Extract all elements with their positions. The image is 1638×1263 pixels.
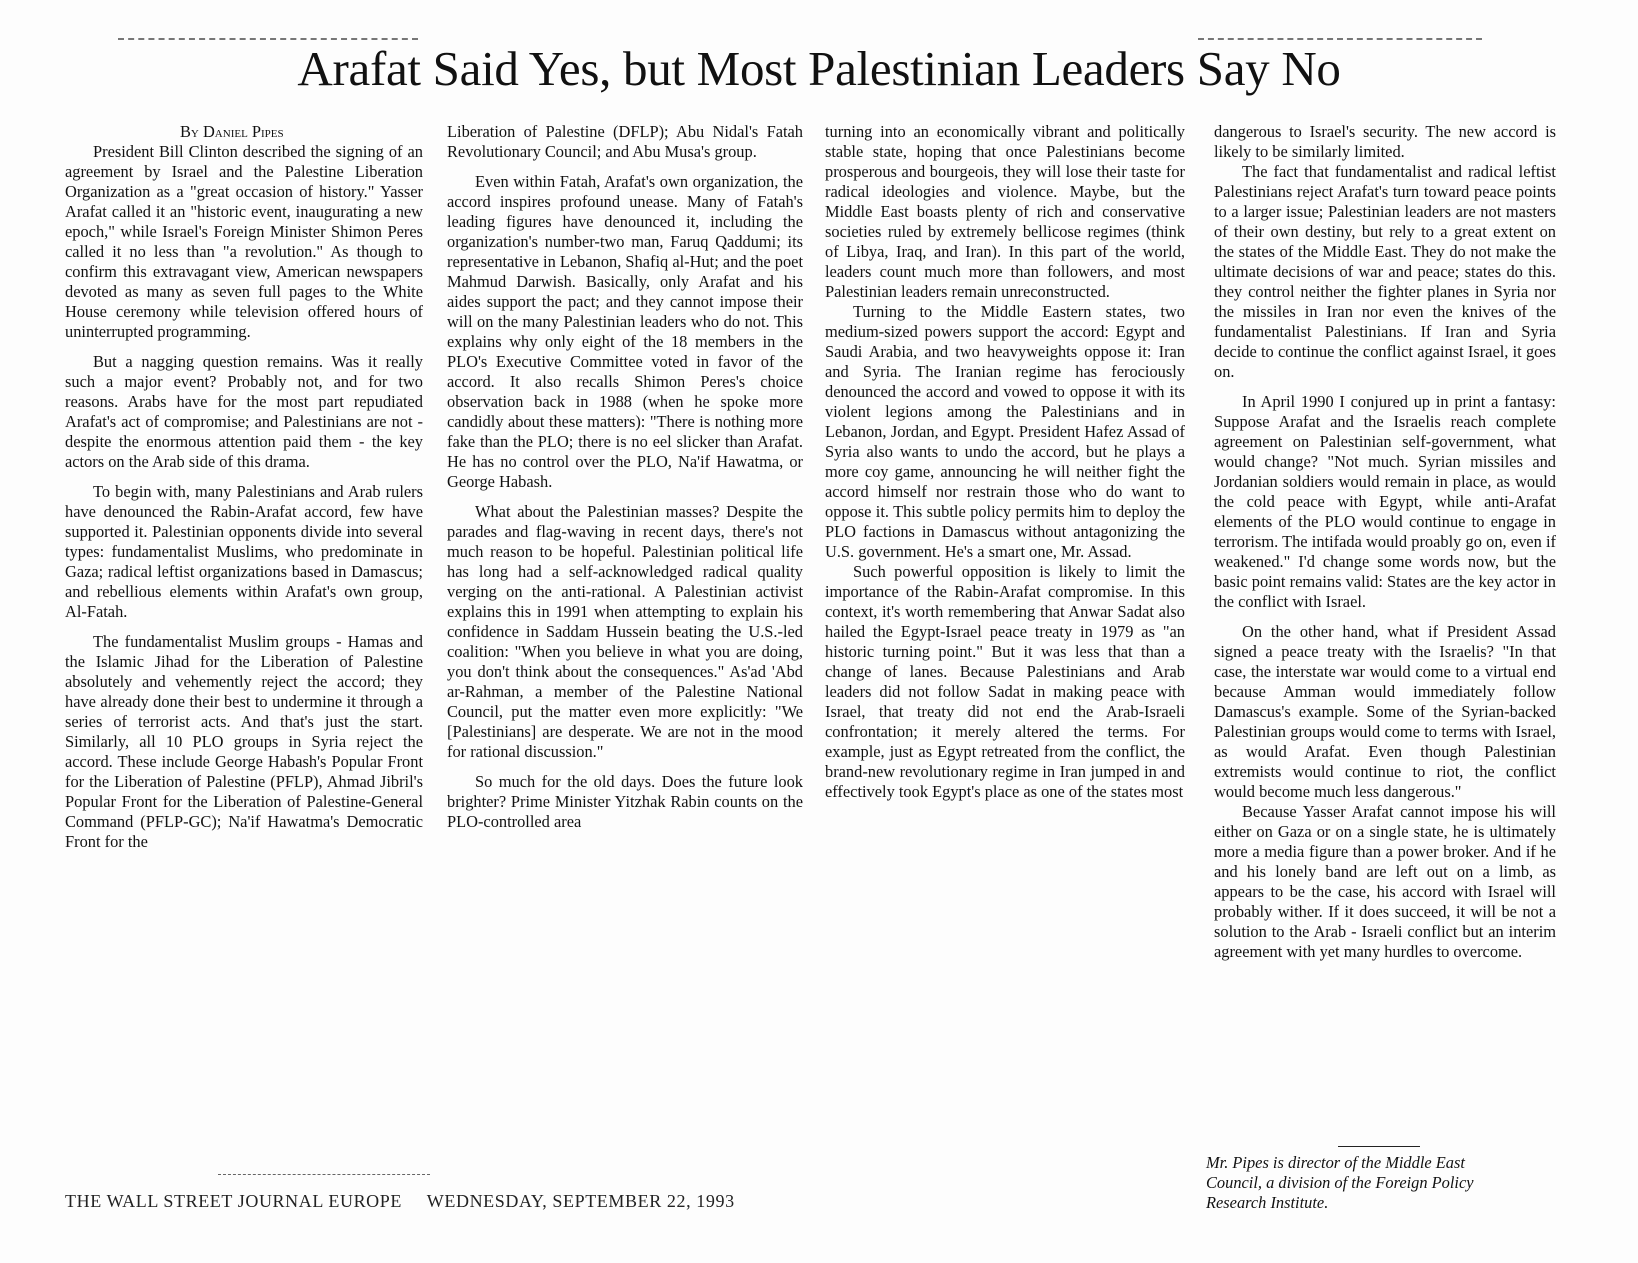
paragraph: What about the Palestinian masses? Despite the parades and flag-waving in recent days, there's not much reason to be hopeful. Palestinian political life has long had a self-acknowledged radical quality verging on the anti-rational. A Palestinian activist explains this in 1991 when attempting to explain his confidence in Saddam Hussein beating the U.S.-led coalition: "When you believe in what you are doing, you don't think about the consequences." As'ad 'Abd ar-Rahman, a member of the Palestine National Council, put the matter even more explicitly: "We [Palestinians] are desperate. We are not in the mood for rational discussion." [447, 502, 803, 761]
author-bio-line: Council, a division of the Foreign Policy [1206, 1173, 1474, 1192]
publication-name: THE WALL STREET JOURNAL EUROPE [65, 1191, 402, 1211]
publication-date: WEDNESDAY, SEPTEMBER 22, 1993 [426, 1191, 735, 1211]
paragraph: Turning to the Middle Eastern states, two medium-sized powers support the accord: Egypt and Saudi Arabia, and two heavyweights oppose it: Iran and Syria. The Iranian regime has ferociously denounced the accord and vowed to oppose it with its violent legions among the Palestinians and in Lebanon, Jordan, and Egypt. President Hafez Assad of Syria also wants to undo the accord, but he plays a more coy game, announcing he will neither fight the accord himself nor restrain those who do want to oppose it. This subtle policy permits him to deploy the PLO factions in Damascus without antagonizing the U.S. government. He's a smart one, Mr. Assad. [825, 302, 1185, 561]
byline: By Daniel Pipes [180, 122, 284, 141]
paragraph: But a nagging question remains. Was it really such a major event? Probably not, and for two reasons. Arabs have for the most part repudiated Arafat's act of compromise; and Palestinians are not - despite the enormous attention paid them - the key actors on the Arab side of this drama. [65, 352, 423, 471]
article-column-3 [825, 122, 1185, 802]
paragraph: turning into an economically vibrant and politically stable state, hoping that once Palestinians become prosperous and bourgeois, they will lose their taste for radical ideologies and violence. Maybe, but the Middle East boasts plenty of rich and conservative societies ruled by extremely bellicose regimes (think of Libya, Iraq, and Iran). In this part of the world, leaders count much more than followers, and most Palestinian leaders remain unreconstructed. [825, 122, 1185, 301]
publication-footer [65, 1191, 735, 1212]
paragraph: Liberation of Palestine (DFLP); Abu Nidal's Fatah Revolutionary Council; and Abu Musa's group. [447, 122, 803, 161]
article-column-4 [1214, 122, 1556, 962]
article-column-1 [65, 122, 423, 852]
bio-divider [1338, 1146, 1420, 1147]
paragraph: The fundamentalist Muslim groups - Hamas and the Islamic Jihad for the Liberation of Palestine absolutely and vehemently reject the accord; they have already done their best to undermine it through a series of terrorist acts. And that's just the start. Similarly, all 10 PLO groups in Syria reject the accord. These include George Habash's Popular Front for the Liberation of Palestine (PFLP), Ahmad Jibril's Popular Front for the Liberation of Palestine-General Command (PFLP-GC); Na'if Hawatma's Democratic Front for the [65, 632, 423, 851]
paragraph: Because Yasser Arafat cannot impose his will either on Gaza or on a single state, he is ultimately more a media figure than a power broker. And if he and his lonely band are left out on a limb, as appears to be the case, his accord with Israel will probably wither. If it does succeed, it will be not a solution to the Arab - Israeli conflict but an interim agreement with yet many hurdles to overcome. [1214, 802, 1556, 961]
paragraph: Such powerful opposition is likely to limit the importance of the Rabin-Arafat compromise. In this context, it's worth remembering that Anwar Sadat also hailed the Egypt-Israel peace treaty in 1979 as "an historic turning point." But it was less that than a change of lanes. Because Palestinians and Arab leaders did not follow Sadat in making peace with Israel, that treaty did not end the Arab-Israeli confrontation; it merely altered the terms. For example, just as Egypt retreated from the conflict, the brand-new revolutionary regime in Iran jumped in and effectively took Egypt's place as one of the states most [825, 562, 1185, 801]
article-column-2 [447, 122, 803, 832]
footer-rule [218, 1174, 430, 1175]
paragraph: To begin with, many Palestinians and Arab rulers have denounced the Rabin-Arafat accord, few have supported it. Palestinian opponents divide into several types: fundamentalist Muslims, who predominate in Gaza; radical leftist organizations based in Damascus; and rebellious elements within Arafat's own group, Al-Fatah. [65, 482, 423, 621]
headline: Arafat Said Yes, but Most Palestinian Leaders Say No [297, 41, 1341, 96]
paragraph: dangerous to Israel's security. The new accord is likely to be similarly limited. [1214, 122, 1556, 161]
paragraph: On the other hand, what if President Assad signed a peace treaty with the Israelis? "In that case, the interstate war would come to a virtual end because Amman would immediately follow Damascus's example. Some of the Syrian-backed Palestinian groups would come to terms with Israel, as would Arafat. Even though Palestinian extremists would continue to riot, the conflict would become much less dangerous." [1214, 622, 1556, 801]
paragraph: Even within Fatah, Arafat's own organization, the accord inspires profound unease. Many of Fatah's leading figures have denounced it, including the organization's number-two man, Faruq Qaddumi; its representative in Lebanon, Shafiq al-Hut; and the poet Mahmud Darwish. Basically, only Arafat and his aides support the pact; and they cannot impose their will on the many Palestinian leaders who do not. This explains why only eight of the 18 members in the PLO's Executive Committee voted in favor of the accord. It also recalls Shimon Peres's choice observation back in 1988 (when he spoke more candidly about these matters): "There is nothing more fake than the PLO; there is no eel slicker than Arafat. He has no control over the PLO, Na'if Hawatma, or George Habash. [447, 172, 803, 491]
paragraph: So much for the old days. Does the future look brighter? Prime Minister Yitzhak Rabin counts on the PLO-controlled area [447, 772, 803, 831]
paragraph: President Bill Clinton described the signing of an agreement by Israel and the Palestine Liberation Organization as a "great occasion of history." Yasser Arafat called it an "historic event, inaugurating a new epoch," while Israel's Foreign Minister Shimon Peres called it no less than "a revolution." As though to confirm this extravagant view, American newspapers devoted as many as seven full pages to the White House ceremony while television offered hours of uninterrupted programming. [65, 142, 423, 341]
paragraph: The fact that fundamentalist and radical leftist Palestinians reject Arafat's turn toward peace points to a larger issue; Palestinian leaders are not masters of their own destiny, but rely to a great extent on the states of the Middle East. They do not make the ultimate decisions of war and peace; states do this. they control neither the fighter planes in Syria nor the missiles in Iran nor even the knives of the fundamentalist Palestinians. If Iran and Syria decide to continue the conflict against Israel, it goes on. [1214, 162, 1556, 381]
author-bio [1206, 1153, 1554, 1213]
author-bio-line: Research Institute. [1206, 1193, 1329, 1212]
paragraph: In April 1990 I conjured up in print a fantasy: Suppose Arafat and the Israelis reach complete agreement on Palestinian self-government, what would change? "Not much. Syrian missiles and Jordanian soldiers would remain in place, as would the cold peace with Egypt, while anti-Arafat elements of the PLO would continue to engage in terrorism. The intifada would proably go on, even if weakened." I'd change some words now, but the basic point remains valid: States are the key actor in the conflict with Israel. [1214, 392, 1556, 611]
author-bio-line: Mr. Pipes is director of the Middle East [1206, 1153, 1465, 1172]
